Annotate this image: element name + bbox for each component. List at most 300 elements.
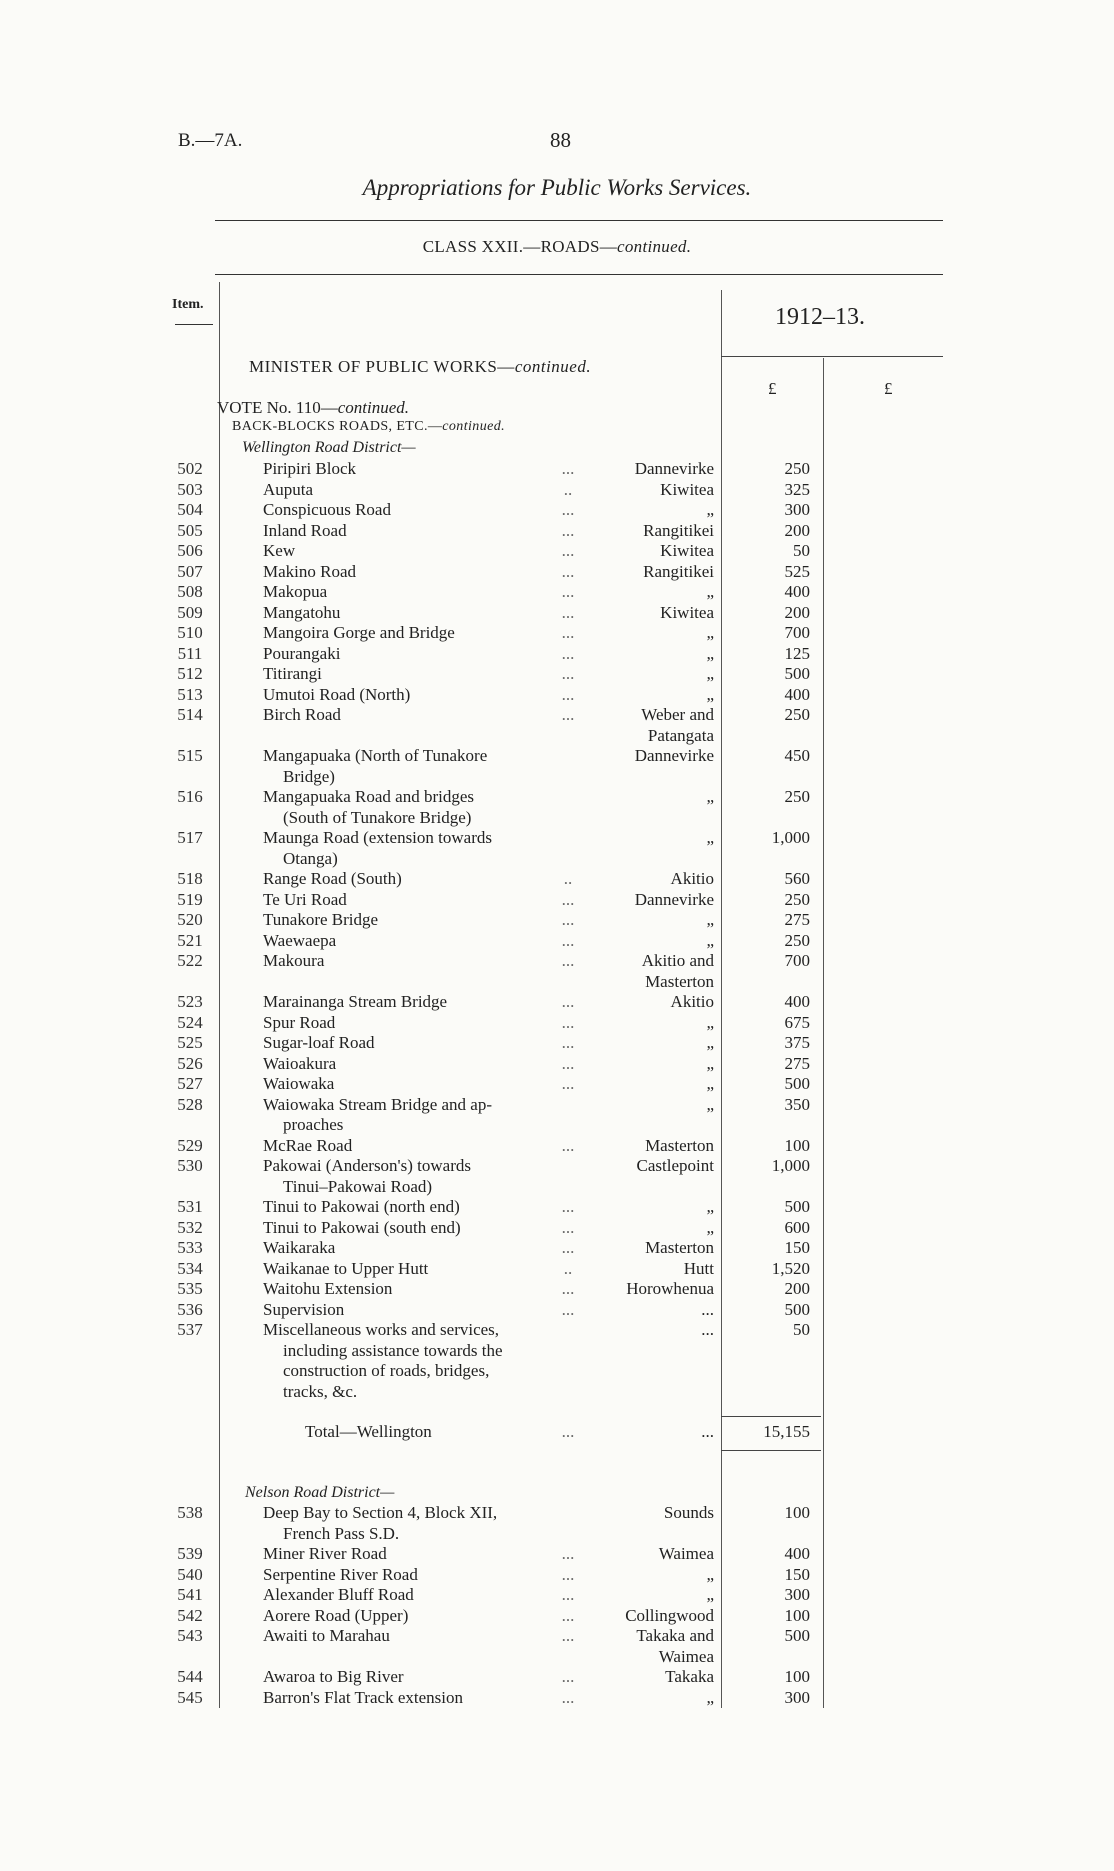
page-number: 88 [550,128,571,152]
item-place: „ [706,1074,714,1093]
leader-dots: ... [561,684,575,704]
item-place: „ [706,643,714,663]
vote-heading [217,398,409,418]
item-name-line: Pakowai (Anderson's) towards [263,1156,471,1175]
item-name [263,664,577,685]
item-place: Kiwitea [660,479,714,499]
item-name-line: Deep Bay to Section 4, Block XII, [263,1503,498,1522]
item-number: 519 [177,889,203,909]
item-name-line: Titirangi [263,664,322,683]
item-name [263,500,577,521]
item-name [263,1320,577,1402]
vote-continued: continued. [337,398,410,417]
item-name-line: Supervision [263,1299,345,1319]
year-rule [721,356,943,357]
item-number: 517 [177,828,203,847]
item-amount: 500 [784,1626,810,1645]
item-number: 531 [177,1197,203,1216]
item-name [263,521,577,542]
item-name [263,644,577,665]
item-name-continuation: construction of roads, bridges, [283,1361,490,1380]
item-column-header: Item. [172,297,204,312]
item-name-line: Miscellaneous works and services, [263,1320,500,1339]
item-name [263,1074,577,1095]
item-amount: 150 [784,1238,810,1257]
leader-dots: ... [561,1217,575,1237]
nelson-district-heading: Nelson Road District— [245,1484,395,1501]
item-name-continuation: tracks, &c. [283,1381,358,1401]
pound-column-1: £ [768,379,777,398]
item-name-line: Mangapuaka Road and bridges [263,787,475,806]
item-place: Rangitikei [643,520,714,540]
item-place: „ [706,930,714,950]
item-number: 524 [177,1012,203,1032]
item-header-rule [175,324,213,325]
item-number: 512 [177,664,203,683]
item-place: Collingwood [625,1605,714,1625]
item-number: 536 [177,1299,203,1319]
leader-dots: ... [561,910,575,929]
leader-dots: ... [561,643,575,663]
item-amount: 400 [784,684,810,704]
item-place: „ [706,828,714,847]
item-place: „ [706,684,714,704]
item-number: 515 [177,746,203,765]
item-number: 521 [177,930,203,950]
item-name [263,1544,577,1565]
item-amount: 500 [784,1074,810,1093]
item-name-line: Maunga Road (extension towards [263,828,492,847]
item-number: 518 [177,869,203,888]
item-name [263,828,577,869]
item-name [263,1300,577,1321]
item-name-line: Mangatohu [263,602,341,622]
item-amount: 200 [784,1279,810,1298]
item-place: Akitio and Masterton [641,951,714,991]
leader-dots: ... [561,1626,575,1645]
item-number: 532 [177,1217,203,1237]
vote-text: VOTE No. 110— [217,398,338,417]
leader-dots: ... [561,520,575,540]
title-rule [215,220,943,221]
item-name-line: Umutoi Road (North) [263,684,411,704]
item-amount: 675 [784,1012,810,1032]
item-number: 541 [177,1585,203,1604]
item-name [263,746,577,787]
item-place: Akitio [670,992,714,1011]
item-name-line: McRae Road [263,1135,353,1155]
item-place: Dannevirke [634,889,714,909]
item-name-continuation: Tinui–Pakowai Road) [283,1176,433,1196]
item-name-continuation: Otanga) [283,848,338,868]
item-name-line: Waioakura [263,1053,337,1073]
total-amount: 15,155 [763,1422,810,1441]
item-place: „ [706,1687,714,1707]
item-amount: 1,520 [771,1258,810,1278]
item-number: 509 [177,602,203,622]
wellington-total-rule-bottom [721,1450,821,1451]
leader-dots: ... [561,930,575,950]
item-number: 539 [177,1544,203,1563]
leader-dots: ... [561,1197,575,1216]
item-number: 540 [177,1564,203,1584]
item-name-line: Waiowaka [263,1074,335,1093]
item-number: 530 [177,1156,203,1175]
item-amount: 700 [784,951,810,970]
document-reference: B.—7A. [178,130,243,151]
leader-dots: ... [561,664,575,683]
leader-dots: .. [563,1258,573,1278]
item-place: „ [706,623,714,642]
item-place: Castlepoint [636,1156,714,1175]
item-name [263,1033,577,1054]
item-number: 513 [177,684,203,704]
item-number: 545 [177,1687,203,1707]
item-name-line: Barron's Flat Track extension [263,1687,463,1707]
item-amount: 250 [784,459,810,478]
item-amount: 400 [784,1544,810,1563]
leader-dots: ... [561,623,575,642]
item-place: „ [706,1033,714,1052]
item-name-line: Auputa [263,479,314,499]
item-name [263,480,577,501]
item-name-line: Awaroa to Big River [263,1667,404,1686]
leader-dots: ... [561,459,575,478]
item-amount: 100 [784,1667,810,1686]
item-number: 523 [177,992,203,1011]
leader-dots: ... [561,500,575,519]
item-place: „ [706,1053,714,1073]
class-heading-text: CLASS XXII.—ROADS— [422,237,617,256]
item-name [263,562,577,583]
item-name [263,623,577,644]
item-name-line: Mangoira Gorge and Bridge [263,623,455,642]
item-place: Waimea [658,1544,714,1563]
item-place: Dannevirke [634,459,714,478]
leader-dots: ... [561,889,575,909]
item-amount: 300 [784,1585,810,1604]
item-amount: 1,000 [771,828,810,847]
leader-dots: ... [561,1053,575,1073]
item-place-continuation: Patangata [647,725,714,745]
leader-dots: ... [561,1238,575,1257]
item-place: „ [706,664,714,683]
leader-dots: ... [561,1135,575,1155]
item-place: Akitio [670,869,714,888]
leader-dots: ... [561,541,575,560]
item-number: 525 [177,1033,203,1052]
item-number: 504 [177,500,203,519]
item-name-line: Makoura [263,951,325,970]
item-column-divider [219,282,220,1708]
wellington-district-heading: Wellington Road District— [242,439,416,456]
year-column-header: 1912–13. [775,304,865,330]
item-amount: 450 [784,746,810,765]
item-number: 522 [177,951,203,970]
item-name [263,869,577,890]
item-amount: 560 [784,869,810,888]
item-number: 535 [177,1279,203,1298]
item-amount: 375 [784,1033,810,1052]
item-name-line: Spur Road [263,1012,336,1032]
leader-dots: ... [561,1033,575,1052]
item-place: „ [706,1217,714,1237]
item-number: 520 [177,910,203,929]
item-place: Kiwitea [660,602,714,622]
item-place: ... [701,1320,714,1339]
item-number: 537 [177,1320,203,1339]
item-place: „ [706,1012,714,1032]
item-amount: 250 [784,930,810,950]
leader-dots: ... [561,1299,575,1319]
minister-heading [249,357,591,377]
item-name-continuation: (South of Tunakore Bridge) [283,807,472,827]
place-amount-divider [721,290,722,1708]
amount-subdivider [823,358,824,1708]
item-amount: 250 [784,705,810,724]
item-number: 526 [177,1053,203,1073]
item-amount: 100 [784,1605,810,1625]
item-amount: 275 [784,910,810,929]
item-amount: 300 [784,1687,810,1707]
item-number: 514 [177,705,203,724]
item-place: Masterton [645,1238,714,1257]
item-place: Sounds [663,1503,714,1522]
backblocks-text: BACK-BLOCKS ROADS, ETC.— [232,419,443,434]
leader-dots: .. [563,869,573,888]
item-number: 533 [177,1238,203,1257]
item-place: Weber and Patangata [641,705,714,745]
item-name-line: Waikaraka [263,1238,336,1257]
total-place: ... [701,1422,714,1441]
total-label: Total—Wellington [305,1422,432,1441]
item-name-line: Pourangaki [263,643,341,663]
item-number: 516 [177,787,203,806]
item-amount: 200 [784,602,810,622]
item-name-line: Miner River Road [263,1544,387,1563]
item-amount: 50 [793,541,810,560]
item-name [263,1279,577,1300]
item-number: 544 [177,1667,203,1686]
item-place: „ [706,787,714,806]
item-amount: 100 [784,1503,810,1522]
item-name-line: Birch Road [263,705,341,724]
leader-dots: ... [561,951,575,970]
item-number: 503 [177,479,203,499]
item-name [263,787,577,828]
item-amount: 275 [784,1053,810,1073]
leader-dots: ... [561,1585,575,1604]
minister-continued: continued. [514,357,592,376]
item-number: 502 [177,459,203,478]
item-place: „ [706,910,714,929]
item-name [263,1156,577,1197]
item-amount: 350 [784,1094,810,1114]
class-heading [0,237,1114,257]
item-place: Hutt [683,1258,714,1278]
item-name [263,1667,577,1688]
item-name [263,1095,577,1136]
item-amount: 50 [793,1320,810,1339]
item-place: Dannevirke [634,746,714,765]
item-name-continuation: French Pass S.D. [283,1523,400,1543]
item-place: Kiwitea [660,541,714,560]
item-amount: 100 [784,1135,810,1155]
item-name-line: Te Uri Road [263,889,347,909]
item-name [263,1197,577,1218]
item-number: 505 [177,520,203,540]
item-amount: 525 [784,561,810,581]
leader-dots: ... [561,1544,575,1563]
item-amount: 150 [784,1564,810,1584]
item-number: 506 [177,541,203,560]
item-name-line: Tinui to Pakowai (north end) [263,1197,460,1216]
item-name-line: Tunakore Bridge [263,910,379,929]
item-name-line: Waiowaka Stream Bridge and ap- [263,1094,492,1114]
item-name [263,705,577,726]
item-amount: 400 [784,992,810,1011]
item-name [263,1606,577,1627]
item-name-line: Marainanga Stream Bridge [263,992,448,1011]
item-number: 542 [177,1605,203,1625]
item-name-line: Kew [263,541,296,560]
item-number: 527 [177,1074,203,1093]
item-place-continuation: Waimea [658,1646,714,1666]
leader-dots: ... [561,1012,575,1032]
item-place: „ [706,1197,714,1216]
backblocks-continued: continued. [442,419,506,434]
leader-dots: ... [561,1687,575,1707]
item-name-continuation: including assistance towards the [283,1340,503,1360]
leader-dots: ... [561,1074,575,1093]
item-place: Takaka and Waimea [636,1626,714,1666]
item-number: 534 [177,1258,203,1278]
item-name [263,603,577,624]
item-number: 529 [177,1135,203,1155]
leader-dots: ... [561,1605,575,1625]
item-amount: 200 [784,520,810,540]
minister-text: MINISTER OF PUBLIC WORKS— [249,357,515,376]
leader-dots: ... [561,1564,575,1584]
item-name-line: Awaiti to Marahau [263,1626,390,1645]
item-amount: 325 [784,479,810,499]
item-name-line: Range Road (South) [263,869,402,888]
item-name-line: Makopua [263,582,328,601]
total-dots: ... [561,1422,575,1441]
leader-dots: ... [561,705,575,724]
item-name [263,1503,577,1544]
item-name [263,1565,577,1586]
item-name-line: Waitohu Extension [263,1279,393,1298]
item-name-continuation: proaches [283,1115,344,1134]
item-name-line: Tinui to Pakowai (south end) [263,1217,461,1237]
item-name [263,459,577,480]
item-place: Masterton [645,1135,714,1155]
item-place: Horowhenua [626,1279,714,1298]
item-place: „ [706,582,714,601]
pound-column-2: £ [884,379,893,398]
item-name [263,992,577,1013]
item-place-continuation: Masterton [645,971,714,991]
item-amount: 250 [784,889,810,909]
item-place: Rangitikei [643,561,714,581]
leader-dots: ... [561,1279,575,1298]
leader-dots: ... [561,992,575,1011]
item-name [263,1238,577,1259]
item-name-continuation: Bridge) [283,766,335,786]
item-amount: 700 [784,623,810,642]
item-number: 507 [177,561,203,581]
item-place: ... [701,1299,714,1319]
item-amount: 125 [784,643,810,663]
item-name [263,1688,577,1709]
page-title: Appropriations for Public Works Services. [362,175,752,200]
item-number: 508 [177,582,203,601]
item-number: 510 [177,623,203,642]
item-name [263,931,577,952]
item-name [263,1585,577,1606]
item-amount: 250 [784,787,810,806]
item-place: Takaka [665,1667,714,1686]
item-name [263,1626,577,1647]
item-name-line: Waewaepa [263,930,337,950]
item-amount: 500 [784,1299,810,1319]
item-name [263,1259,577,1280]
item-name [263,1054,577,1075]
item-name [263,685,577,706]
item-name [263,890,577,911]
item-name [263,951,577,972]
item-amount: 500 [784,664,810,683]
item-name-line: Conspicuous Road [263,500,391,519]
item-name-line: Alexander Bluff Road [263,1585,414,1604]
leader-dots: ... [561,602,575,622]
class-heading-continued: continued. [617,237,692,256]
item-name [263,541,577,562]
item-amount: 300 [784,500,810,519]
item-name-line: Waikanae to Upper Hutt [263,1258,429,1278]
item-name-line: Inland Road [263,520,347,540]
item-number: 543 [177,1626,203,1645]
leader-dots: ... [561,1667,575,1686]
item-name-line: Sugar-loaf Road [263,1033,375,1052]
item-amount: 400 [784,582,810,601]
item-number: 528 [177,1094,203,1114]
leader-dots: .. [563,479,573,499]
item-place: „ [706,1585,714,1604]
item-name [263,582,577,603]
item-name-line: Aorere Road (Upper) [263,1605,409,1625]
item-name [263,910,577,931]
backblocks-heading [232,419,505,435]
item-amount: 500 [784,1197,810,1216]
item-name [263,1013,577,1034]
item-place: „ [706,1564,714,1584]
item-name-line: Mangapuaka (North of Tunakore [263,746,488,765]
leader-dots: ... [561,561,575,581]
header-rule [215,274,943,275]
item-number: 511 [177,643,203,663]
item-name-line: Piripiri Block [263,459,357,478]
item-name-line: Serpentine River Road [263,1564,418,1584]
leader-dots: ... [561,582,575,601]
item-place: „ [706,1094,714,1114]
item-amount: 1,000 [771,1156,810,1175]
wellington-total-rule-top [721,1416,821,1417]
item-name-line: Makino Road [263,561,357,581]
item-amount: 600 [784,1217,810,1237]
item-number: 538 [177,1503,203,1522]
